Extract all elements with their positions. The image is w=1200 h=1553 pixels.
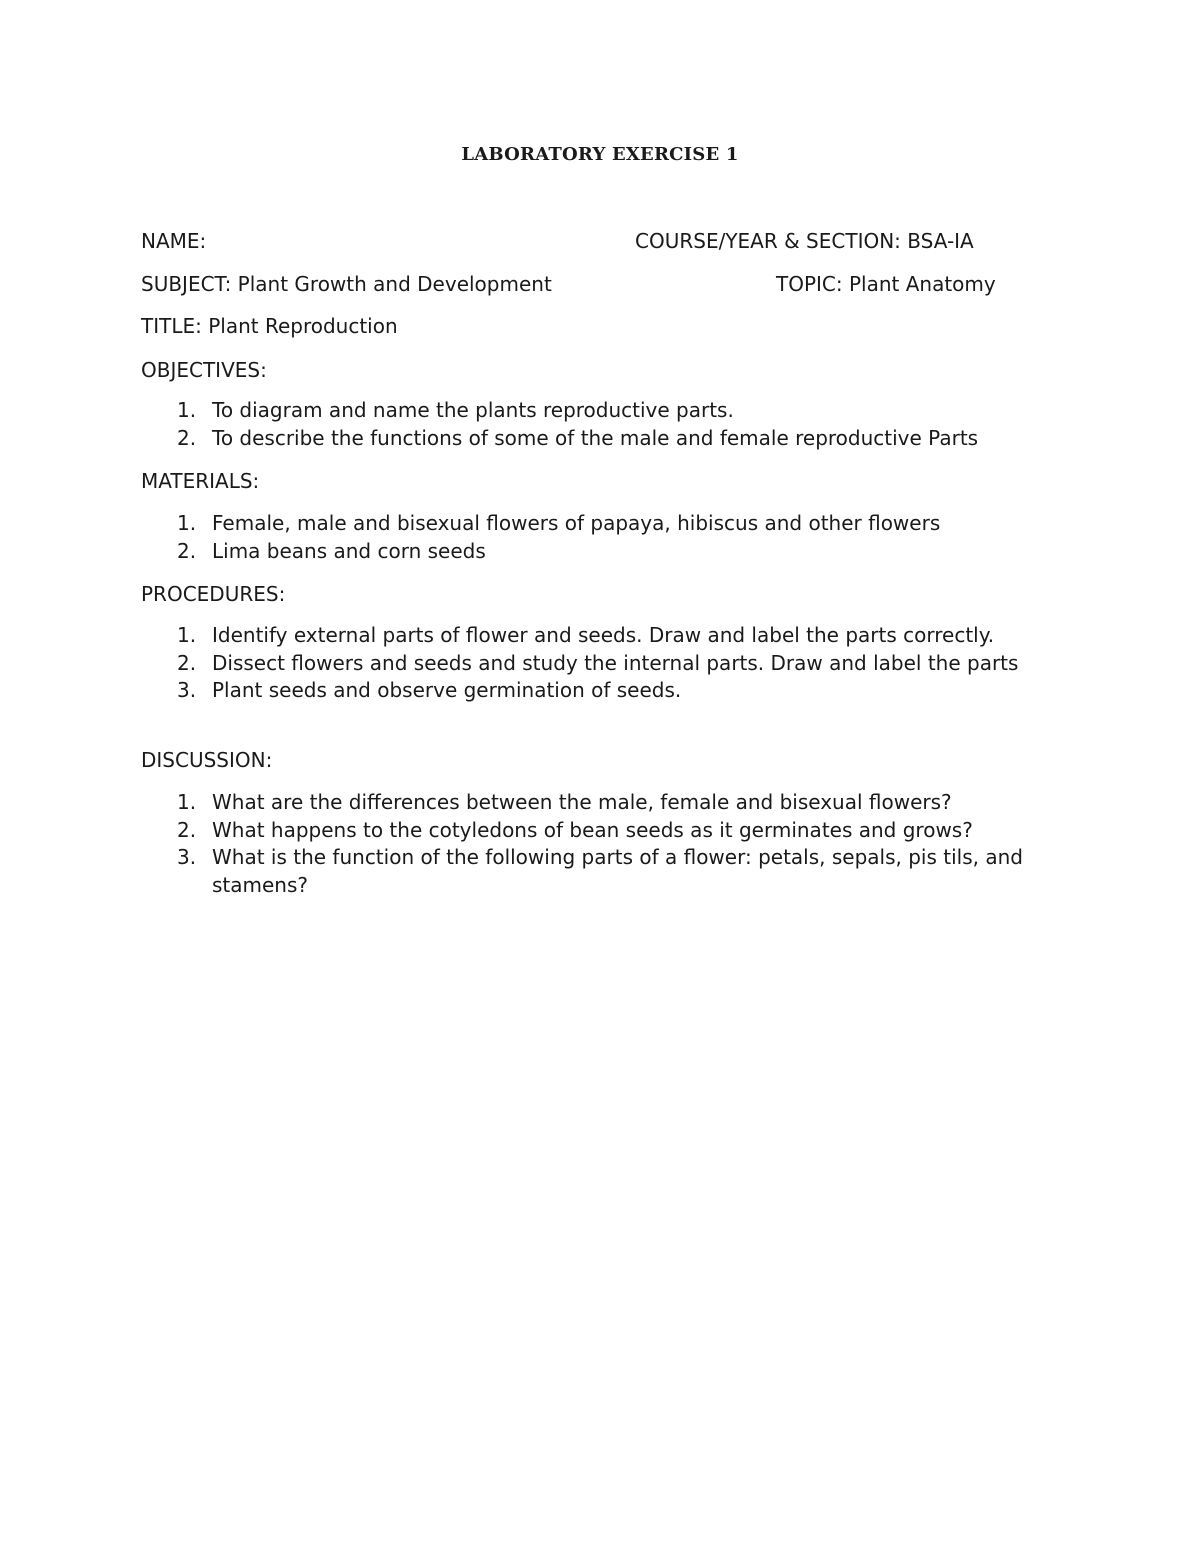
list-number: 3. (177, 845, 197, 869)
list-number: 1. (177, 398, 197, 422)
name-label: NAME: (141, 229, 207, 253)
list-item-text: To diagram and name the plants reproductive parts. (212, 398, 734, 422)
list-item (141, 677, 1081, 705)
exercise-title-label: TITLE: Plant Reproduction (141, 314, 398, 338)
materials-list (141, 510, 1081, 565)
list-number: 2. (177, 425, 197, 450)
course-section-label: COURSE/YEAR & SECTION: BSA-IA (635, 229, 974, 253)
objectives-heading: OBJECTIVES: (141, 358, 267, 382)
list-item (141, 817, 1081, 845)
list-item-text: Dissect flowers and seeds and study the internal parts. Draw and label the parts (212, 650, 1019, 675)
list-item-text: What are the differences between the male, female and bisexual flowers? (212, 790, 952, 814)
list-item (141, 789, 1081, 817)
list-item-text: Female, male and bisexual flowers of papaya, hibiscus and other flowers (212, 511, 941, 535)
list-item-text: Identify external parts of flower and seeds. Draw and label the parts correctly. (212, 623, 995, 647)
discussion-list (141, 789, 1081, 899)
list-item (141, 425, 1081, 453)
materials-heading: MATERIALS: (141, 469, 260, 493)
objectives-list (141, 397, 1081, 452)
list-number: 1. (177, 623, 197, 647)
list-item-text: What is the function of the following parts of a flower: petals, sepals, pis tils, and stamens? (212, 845, 1023, 897)
list-number: 2. (177, 538, 197, 563)
discussion-heading: DISCUSSION: (141, 748, 273, 772)
list-number: 3. (177, 678, 197, 702)
list-item-text: What happens to the cotyledons of bean seeds as it germinates and grows? (212, 817, 973, 842)
list-item-text: To describe the functions of some of the male and female reproductive Parts (212, 425, 979, 450)
list-item (141, 510, 1081, 538)
procedures-heading: PROCEDURES: (141, 582, 286, 606)
list-item-text: Lima beans and corn seeds (212, 538, 486, 563)
list-item (141, 844, 1081, 899)
list-number: 1. (177, 511, 197, 535)
list-number: 1. (177, 790, 197, 814)
list-item-text: Plant seeds and observe germination of seeds. (212, 678, 682, 702)
topic-label: TOPIC: Plant Anatomy (776, 272, 996, 296)
subject-label: SUBJECT: Plant Growth and Development (141, 272, 552, 296)
procedures-list (141, 622, 1081, 705)
list-item (141, 650, 1081, 678)
list-item (141, 397, 1081, 425)
list-item (141, 622, 1081, 650)
list-number: 2. (177, 650, 197, 675)
list-number: 2. (177, 817, 197, 842)
list-item (141, 538, 1081, 566)
document-title: LABORATORY EXERCISE 1 (461, 144, 739, 165)
